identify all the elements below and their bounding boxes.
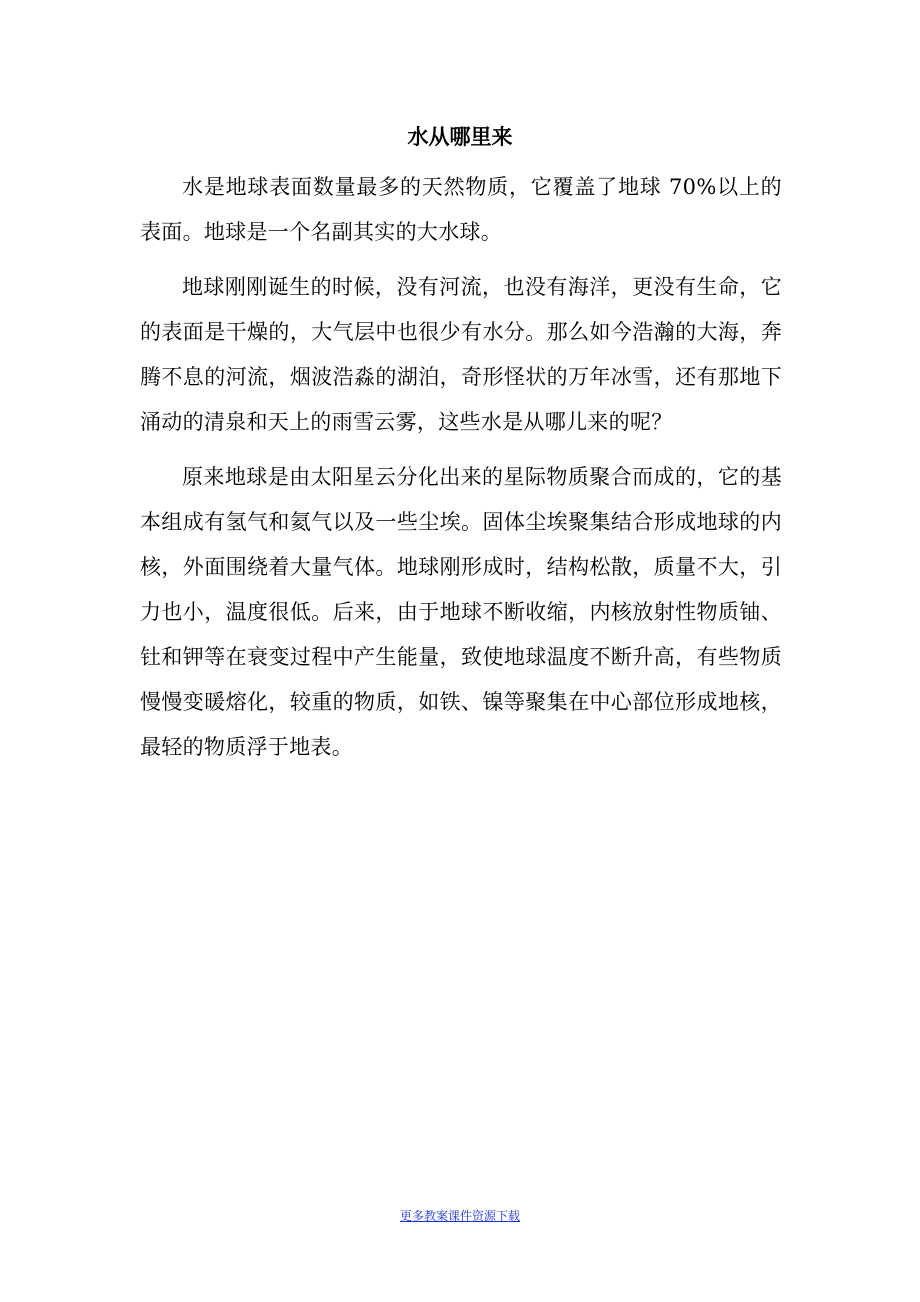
paragraph-1: 水是地球表面数量最多的天然物质，它覆盖了地球 70%以上的表面。地球是一个名副其实的大水球。 <box>140 175 782 244</box>
document-title: 水从哪里来 <box>407 124 513 149</box>
footer-download-link[interactable]: 更多教案课件资源下载 <box>399 1209 520 1223</box>
paragraph-2: 地球刚刚诞生的时候，没有河流，也没有海洋，更没有生命，它的表面是干燥的，大气层中也很少有水分。那么如今浩瀚的大海，奔腾不息的河流，烟波浩淼的湖泊，奇形怪状的万年冰雪，还有那地下涌动的清泉和天上的雨雪云雾，这些水是从哪儿来的呢？ <box>140 275 782 434</box>
document-body <box>140 165 782 780</box>
paragraph-3: 原来地球是由太阳星云分化出来的星际物质聚合而成的，它的基本组成有氢气和氦气以及一些尘埃。固体尘埃聚集结合形成地球的内核，外面围绕着大量气体。地球刚形成时，结构松散，质量不大，引力也小，温度很低。后来，由于地球不断收缩，内核放射性物质铀、钍和钾等在衰变过程中产生能量，致使地球温度不断升高，有些物质慢慢变暖熔化，较重的物质，如铁、镍等聚集在中心部位形成地核，最轻的物质浮于地表。 <box>140 465 782 759</box>
